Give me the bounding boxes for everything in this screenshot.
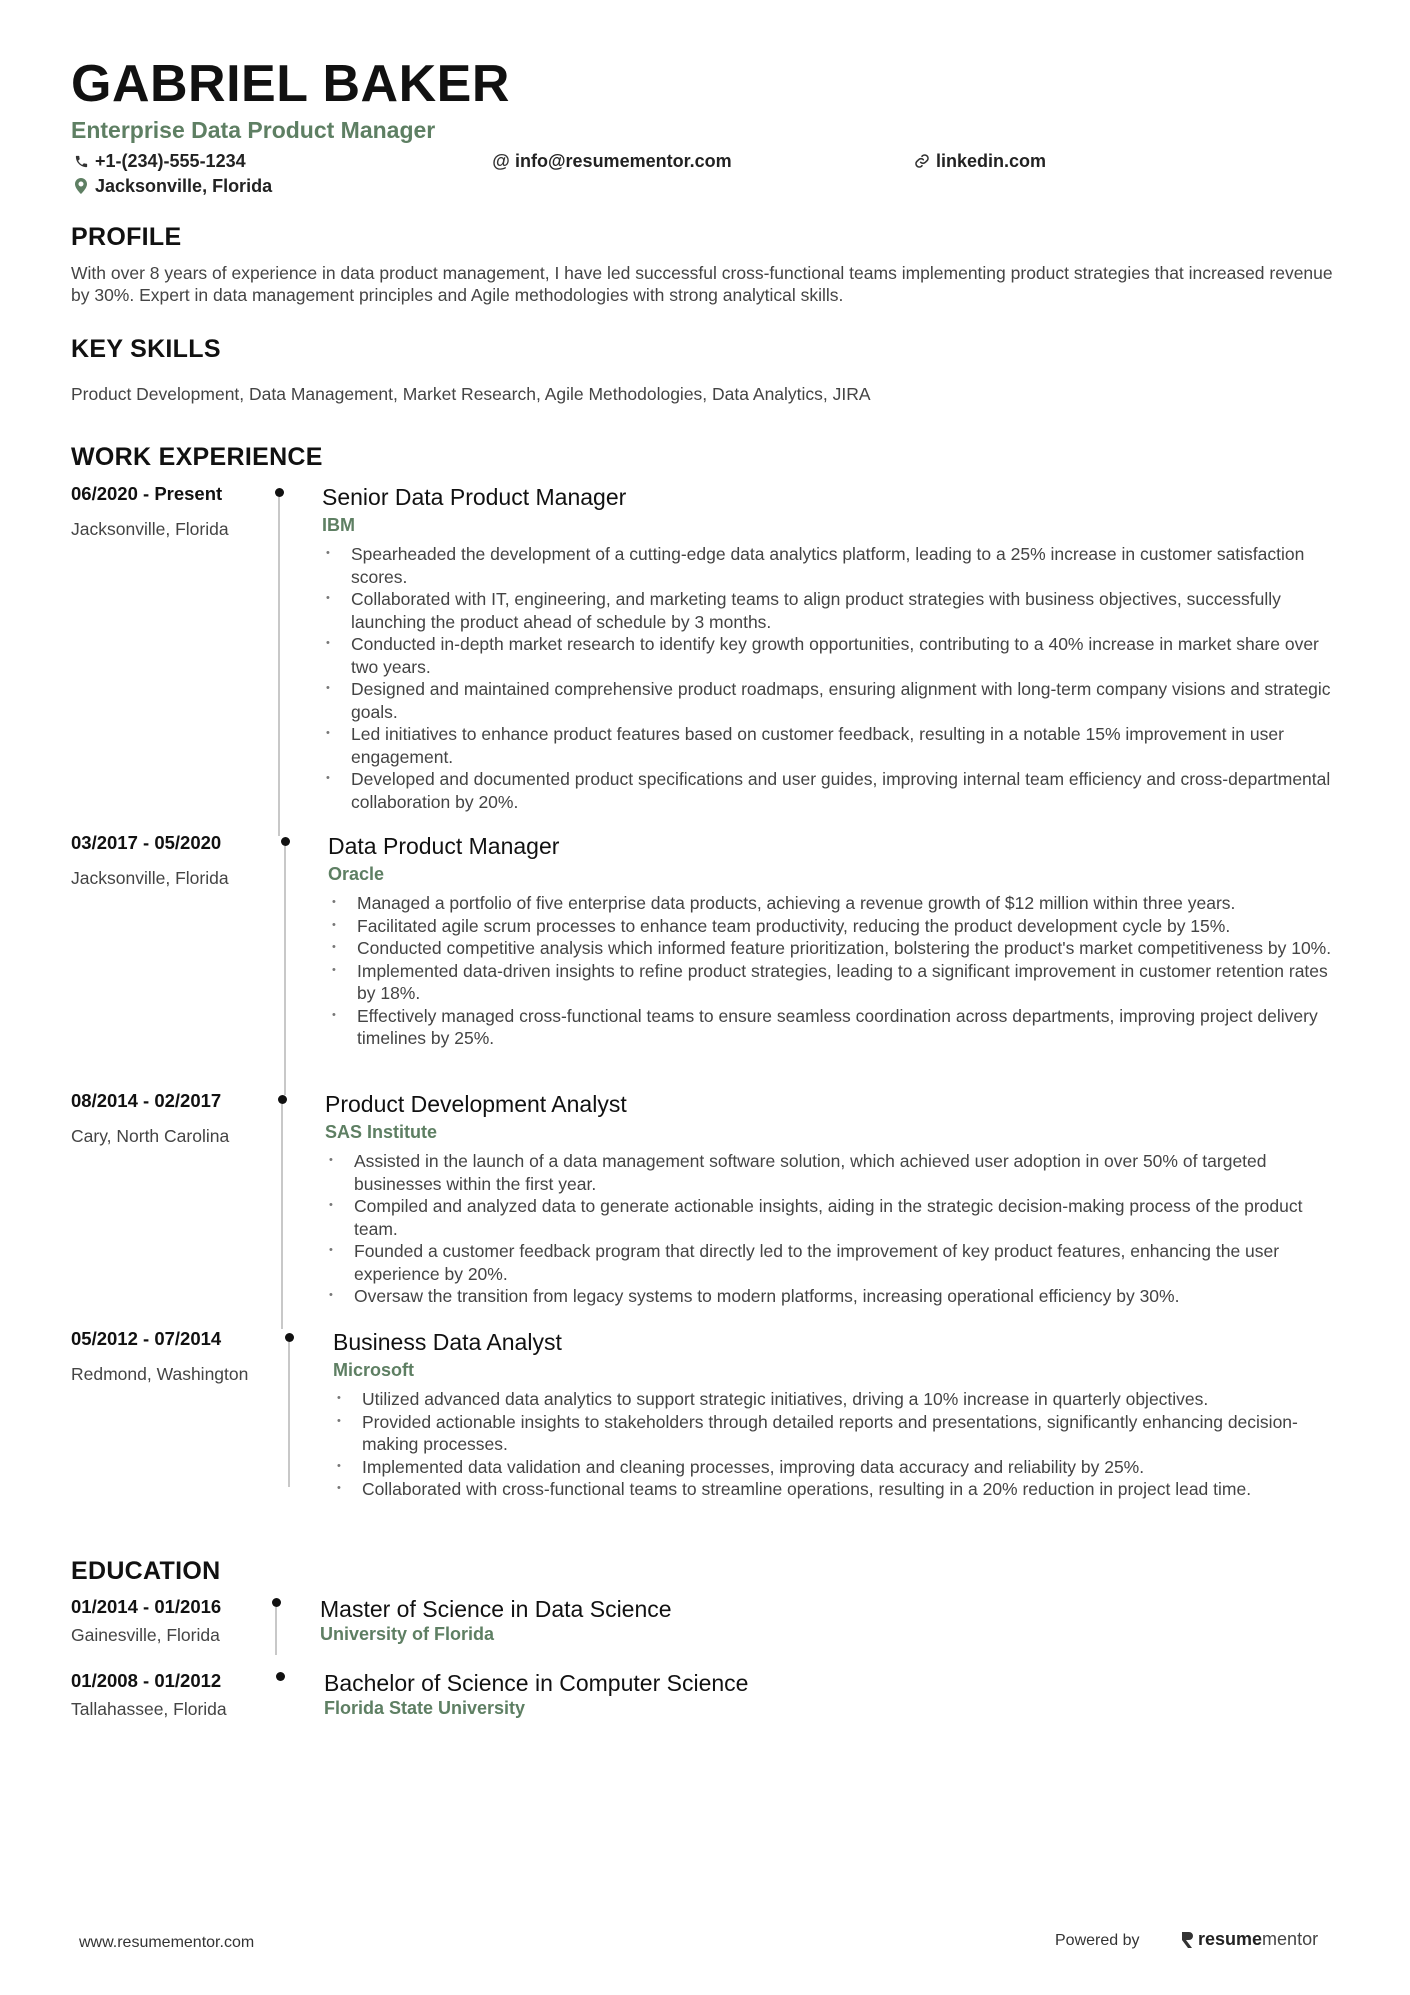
job-role: Product Development Analyst [325,1091,627,1117]
job-company: Microsoft [333,1360,414,1380]
timeline-line [284,846,286,1095]
education-heading: EDUCATION [71,1557,221,1585]
phone-text: +1-(234)-555-1234 [95,151,246,171]
job-bullet: • Managed a portfolio of five enterprise data products, achieving a revenue growth of $12 million within three years. [328,892,1341,915]
education-location: Tallahassee, Florida [71,1699,227,1719]
education-location: Gainesville, Florida [71,1625,220,1645]
brand-name-light: mentor [1262,1929,1319,1949]
link-icon [912,153,932,169]
job-bullet: • Led initiatives to enhance product features based on customer feedback, resulting in a notable 15% improvement in user engagement. [322,723,1341,768]
job-details [333,1328,1341,1501]
job-bullet: • Facilitated agile scrum processes to enhance team productivity, reducing the product development cycle by 15%. [328,915,1341,938]
contact-linkedin[interactable] [912,152,1046,170]
job-dates: 05/2012 - 07/2014 [71,1328,222,1349]
map-pin-icon [71,178,91,194]
job-role: Senior Data Product Manager [322,484,627,510]
job-bullet: • Utilized advanced data analytics to support strategic initiatives, driving a 10% increase in quarterly objectives. [333,1388,1341,1411]
job-dates: 08/2014 - 02/2017 [71,1090,222,1111]
job-dates: 03/2017 - 05/2020 [71,832,222,853]
job-company: IBM [322,515,355,535]
job-details [328,832,1341,1050]
job-dates: 06/2020 - Present [71,483,223,504]
timeline-dot [285,1333,294,1342]
timeline-line [288,1342,290,1487]
candidate-title: Enterprise Data Product Manager [71,117,436,143]
timeline-dot [272,1598,281,1607]
job-bullets [322,543,1341,813]
job-location: Redmond, Washington [71,1364,249,1384]
job-bullet: • Provided actionable insights to stakeholders through detailed reports and presentations, significantly enhancing decision-making processes. [333,1411,1341,1456]
resumementor-brand[interactable] [1180,1929,1318,1950]
linkedin-text[interactable]: linkedin.com [936,151,1047,171]
skills-text: Product Development, Data Management, Market Research, Agile Methodologies, Data Analytics, JIRA [71,384,871,404]
job-bullet: • Oversaw the transition from legacy systems to modern platforms, increasing operational efficiency by 30%. [325,1285,1341,1308]
education-details [320,1596,1341,1645]
job-details [322,483,1341,813]
email-text[interactable]: info@resumementor.com [515,151,732,171]
job-bullet: • Conducted competitive analysis which informed feature prioritization, bolstering the product's market competitiveness by 10%. [328,937,1341,960]
job-details [325,1090,1341,1308]
timeline-dot [276,1672,285,1681]
job-role: Business Data Analyst [333,1329,562,1355]
job-bullet: • Collaborated with cross-functional teams to streamline operations, resulting in a 20% reduction in project lead time. [333,1478,1341,1501]
education-details [324,1670,1341,1719]
phone-icon [71,154,91,169]
job-bullets [325,1150,1341,1308]
education-dates: 01/2008 - 01/2012 [71,1670,222,1691]
timeline-dot [281,837,290,846]
job-bullet: • Implemented data-driven insights to refine product strategies, leading to a significant improvement in customer retention rates by 18%. [328,960,1341,1005]
profile-heading: PROFILE [71,223,182,251]
skills-heading: KEY SKILLS [71,335,221,363]
education-degree: Bachelor of Science in Computer Science [324,1670,749,1696]
powered-by-label: Powered by [1055,1932,1140,1949]
timeline-line [275,1607,277,1655]
job-bullet: • Implemented data validation and cleaning processes, improving data accuracy and reliability by 25%. [333,1456,1341,1479]
education-dates: 01/2014 - 01/2016 [71,1596,222,1617]
job-bullet: • Assisted in the launch of a data management software solution, which achieved user adoption in over 50% of targeted businesses within the first year. [325,1150,1341,1195]
job-location: Jacksonville, Florida [71,519,229,539]
job-bullets [328,892,1341,1050]
brand-name-bold: resume [1198,1929,1263,1949]
job-bullet: • Collaborated with IT, engineering, and marketing teams to align product strategies with business objectives, successfully launching the product ahead of schedule by 3 months. [322,588,1341,633]
timeline-line [281,1104,283,1329]
contact-location [71,177,272,195]
experience-heading: WORK EXPERIENCE [71,443,323,471]
footer-website[interactable]: www.resumementor.com [79,1934,255,1951]
job-bullet: • Designed and maintained comprehensive product roadmaps, ensuring alignment with long-term company visions and strategic goals. [322,678,1341,723]
job-bullet: • Spearheaded the development of a cutting-edge data analytics platform, leading to a 25% increase in customer satisfaction scores. [322,543,1341,588]
profile-text: With over 8 years of experience in data product management, I have led successful cross-functional teams implementing product strategies that increased revenue by 30%. Expert in data management principles and Agile methodologies with strong analytical skills. [71,263,1333,305]
resumementor-logo-icon [1180,1930,1194,1950]
job-bullets [333,1388,1341,1501]
contact-phone [71,152,246,170]
education-school: University of Florida [320,1624,495,1644]
job-bullet: • Effectively managed cross-functional teams to ensure seamless coordination across departments, improving project delivery timelines by 25%. [328,1005,1341,1050]
job-company: Oracle [328,864,385,884]
timeline-dot [278,1095,287,1104]
job-location: Cary, North Carolina [71,1126,230,1146]
education-school: Florida State University [324,1698,526,1718]
timeline-dot [275,488,284,497]
job-company: SAS Institute [325,1122,438,1142]
job-role: Data Product Manager [328,833,560,859]
at-sign-icon: @ [492,151,510,171]
timeline-line [278,497,280,836]
education-degree: Master of Science in Data Science [320,1596,672,1622]
job-location: Jacksonville, Florida [71,868,229,888]
job-bullet: • Conducted in-depth market research to identify key growth opportunities, contributing to a 40% increase in market share over two years. [322,633,1341,678]
job-bullet: • Compiled and analyzed data to generate actionable insights, aiding in the strategic decision-making process of the product team. [325,1195,1341,1240]
contact-email[interactable] [491,152,732,170]
candidate-name: GABRIEL BAKER [71,55,510,113]
job-bullet: • Developed and documented product specifications and user guides, improving internal team efficiency and cross-departmental collaboration by 20%. [322,768,1341,813]
job-bullet: • Founded a customer feedback program that directly led to the improvement of key product features, enhancing the user experience by 20%. [325,1240,1341,1285]
location-text: Jacksonville, Florida [95,176,273,196]
